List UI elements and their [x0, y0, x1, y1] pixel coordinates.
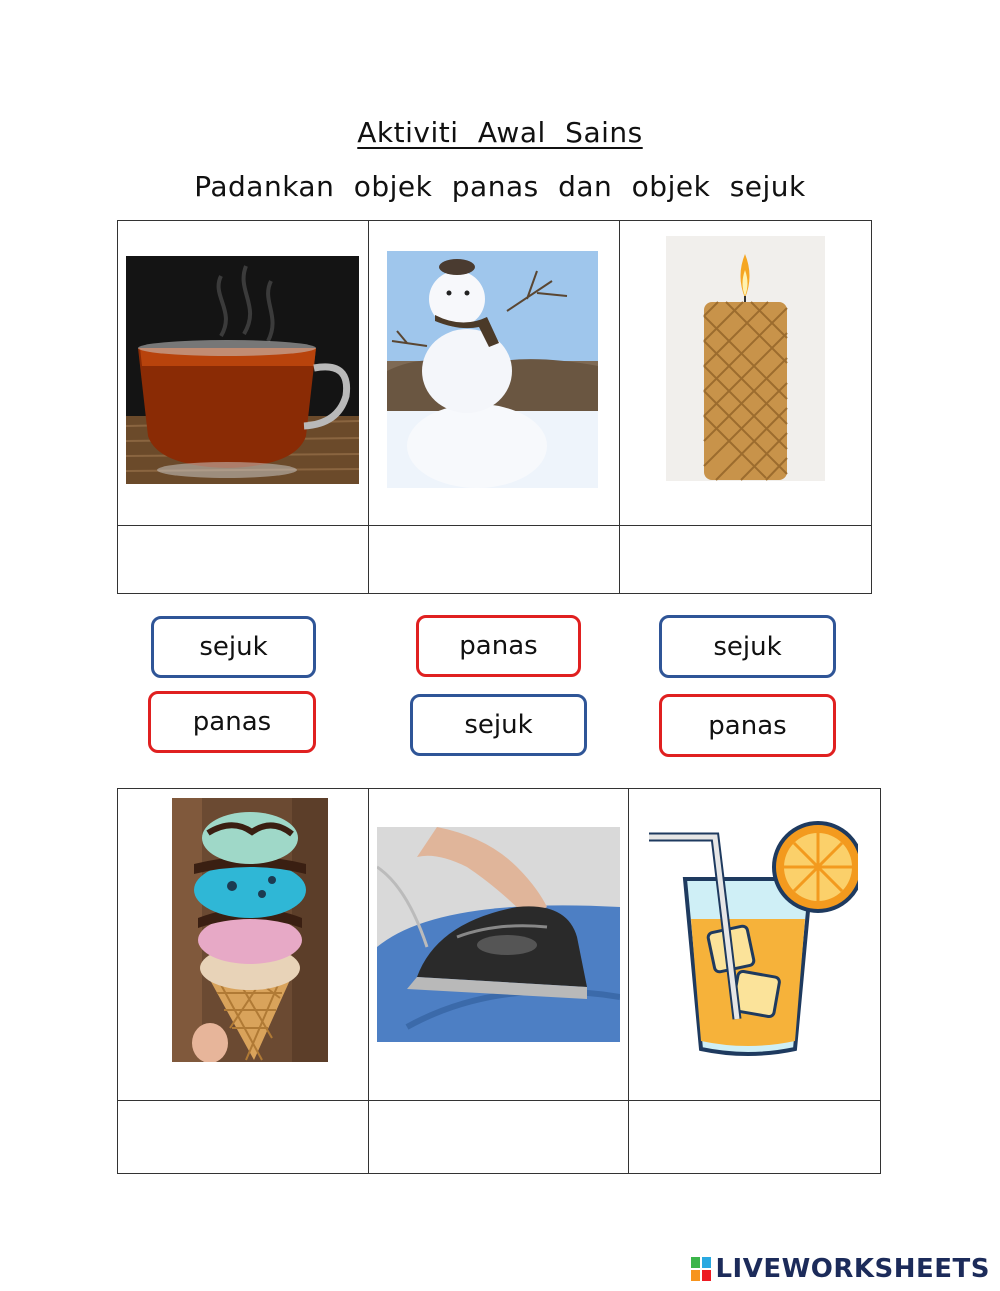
ice-cream-cone-image: [172, 798, 328, 1062]
answer-slot-5[interactable]: [369, 1101, 629, 1174]
word-chip-sejuk[interactable]: sejuk: [410, 694, 587, 756]
answer-slot-1[interactable]: [118, 526, 369, 594]
top-match-table: [117, 220, 872, 594]
word-chip-panas[interactable]: panas: [416, 615, 581, 677]
answer-slot-2[interactable]: [369, 526, 620, 594]
worksheet-instruction: Padankan objek panas dan objek sejuk: [194, 170, 806, 203]
answer-slot-3[interactable]: [620, 526, 872, 594]
liveworksheets-logo-icon: [691, 1257, 711, 1281]
hot-tea-cup-image: [126, 256, 359, 484]
word-chip-sejuk[interactable]: sejuk: [151, 616, 316, 678]
iced-orange-juice-image: [643, 809, 858, 1059]
image-cell-candle: [620, 221, 872, 526]
image-cell-juice: [629, 789, 881, 1101]
lit-candle-image: [666, 236, 825, 481]
answer-slot-6[interactable]: [629, 1101, 881, 1174]
worksheet-title: Aktiviti Awal Sains: [357, 116, 643, 149]
answer-slot-4[interactable]: [118, 1101, 369, 1174]
image-cell-tea: [118, 221, 369, 526]
image-cell-iron: [369, 789, 629, 1101]
bottom-match-table: [117, 788, 881, 1174]
snowman-image: [387, 251, 598, 488]
word-chip-sejuk[interactable]: sejuk: [659, 615, 836, 678]
image-cell-snowman: [369, 221, 620, 526]
clothes-iron-image: [377, 827, 620, 1042]
liveworksheets-brand-text: LIVEWORKSHEETS: [715, 1254, 990, 1284]
liveworksheets-logo: [691, 1254, 990, 1284]
image-cell-ice-cream: [118, 789, 369, 1101]
word-chip-panas[interactable]: panas: [148, 691, 316, 753]
word-chip-panas[interactable]: panas: [659, 694, 836, 757]
